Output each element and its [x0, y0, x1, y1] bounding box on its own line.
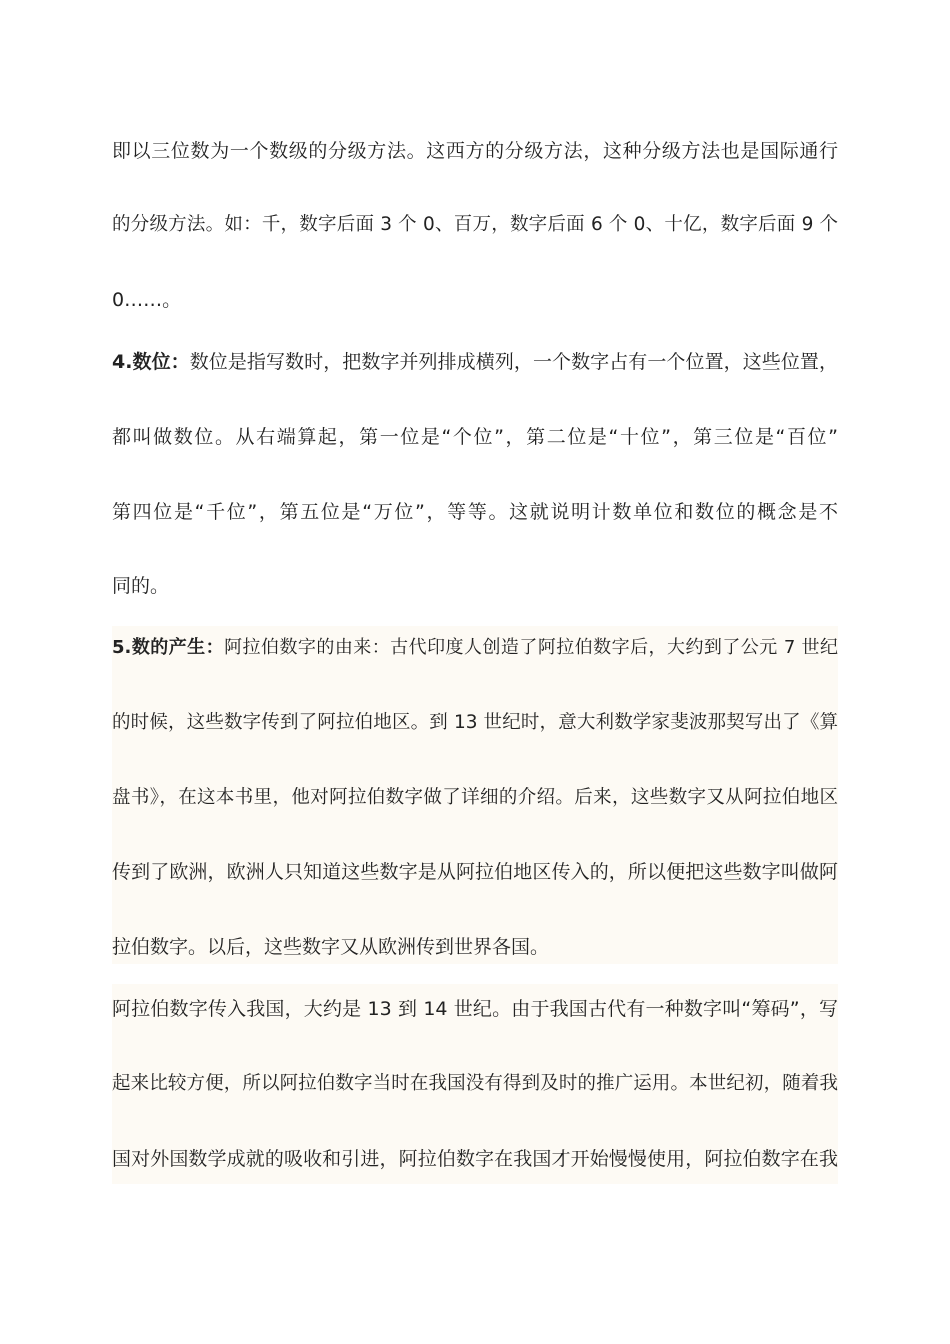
paragraph-line: 拉伯数字。以后，这些数字又从欧洲传到世界各国。 [112, 936, 550, 958]
section-heading: 4.数位： [112, 351, 190, 373]
paragraph-line: 第四位是“千位”，第五位是“万位”，等等。这就说明计数单位和数位的概念是不 [112, 501, 838, 523]
paragraph-line: 都叫做数位。从右端算起，第一位是“个位”，第二位是“十位”，第三位是“百位” [112, 426, 838, 448]
paragraph-line: 同的。 [112, 575, 170, 597]
paragraph-line: 盘书》，在这本书里，他对阿拉伯数字做了详细的介绍。后来，这些数字又从阿拉伯地区 [112, 787, 838, 808]
paragraph-line: 的分级方法。如：千，数字后面 3 个 0、百万，数字后面 6 个 0、十亿，数字后面 9 个 [112, 214, 838, 235]
paragraph-line: 即以三位数为一个数级的分级方法。这西方的分级方法，这种分级方法也是国际通行 [112, 140, 838, 162]
paragraph-line: 阿拉伯数字传入我国，大约是 13 到 14 世纪。由于我国古代有一种数字叫“筹码”，写 [112, 998, 838, 1020]
paragraph-text: 数位是指写数时，把数字并列排成横列，一个数字占有一个位置，这些位置， [189, 351, 838, 373]
paragraph-line: 传到了欧洲，欧洲人只知道这些数字是从阿拉伯地区传入的，所以便把这些数字叫做阿 [112, 861, 838, 883]
paragraph-line: 起来比较方便，所以阿拉伯数字当时在我国没有得到及时的推广运用。本世纪初，随着我 [112, 1073, 838, 1094]
section-heading: 5.数的产生： [112, 637, 225, 658]
paragraph-line: 国对外国数学成就的吸收和引进，阿拉伯数字在我国才开始慢慢使用，阿拉伯数字在我 [112, 1148, 838, 1170]
paragraph-text: 阿拉伯数字的由来：古代印度人创造了阿拉伯数字后，大约到了公元 7 世纪 [224, 637, 838, 658]
paragraph-line: 0……。 [112, 289, 182, 311]
paragraph-line: 的时候，这些数字传到了阿拉伯地区。到 13 世纪时，意大利数学家斐波那契写出了《算 [112, 712, 838, 733]
paragraph-line [112, 631, 838, 665]
paragraph-line [112, 345, 838, 379]
